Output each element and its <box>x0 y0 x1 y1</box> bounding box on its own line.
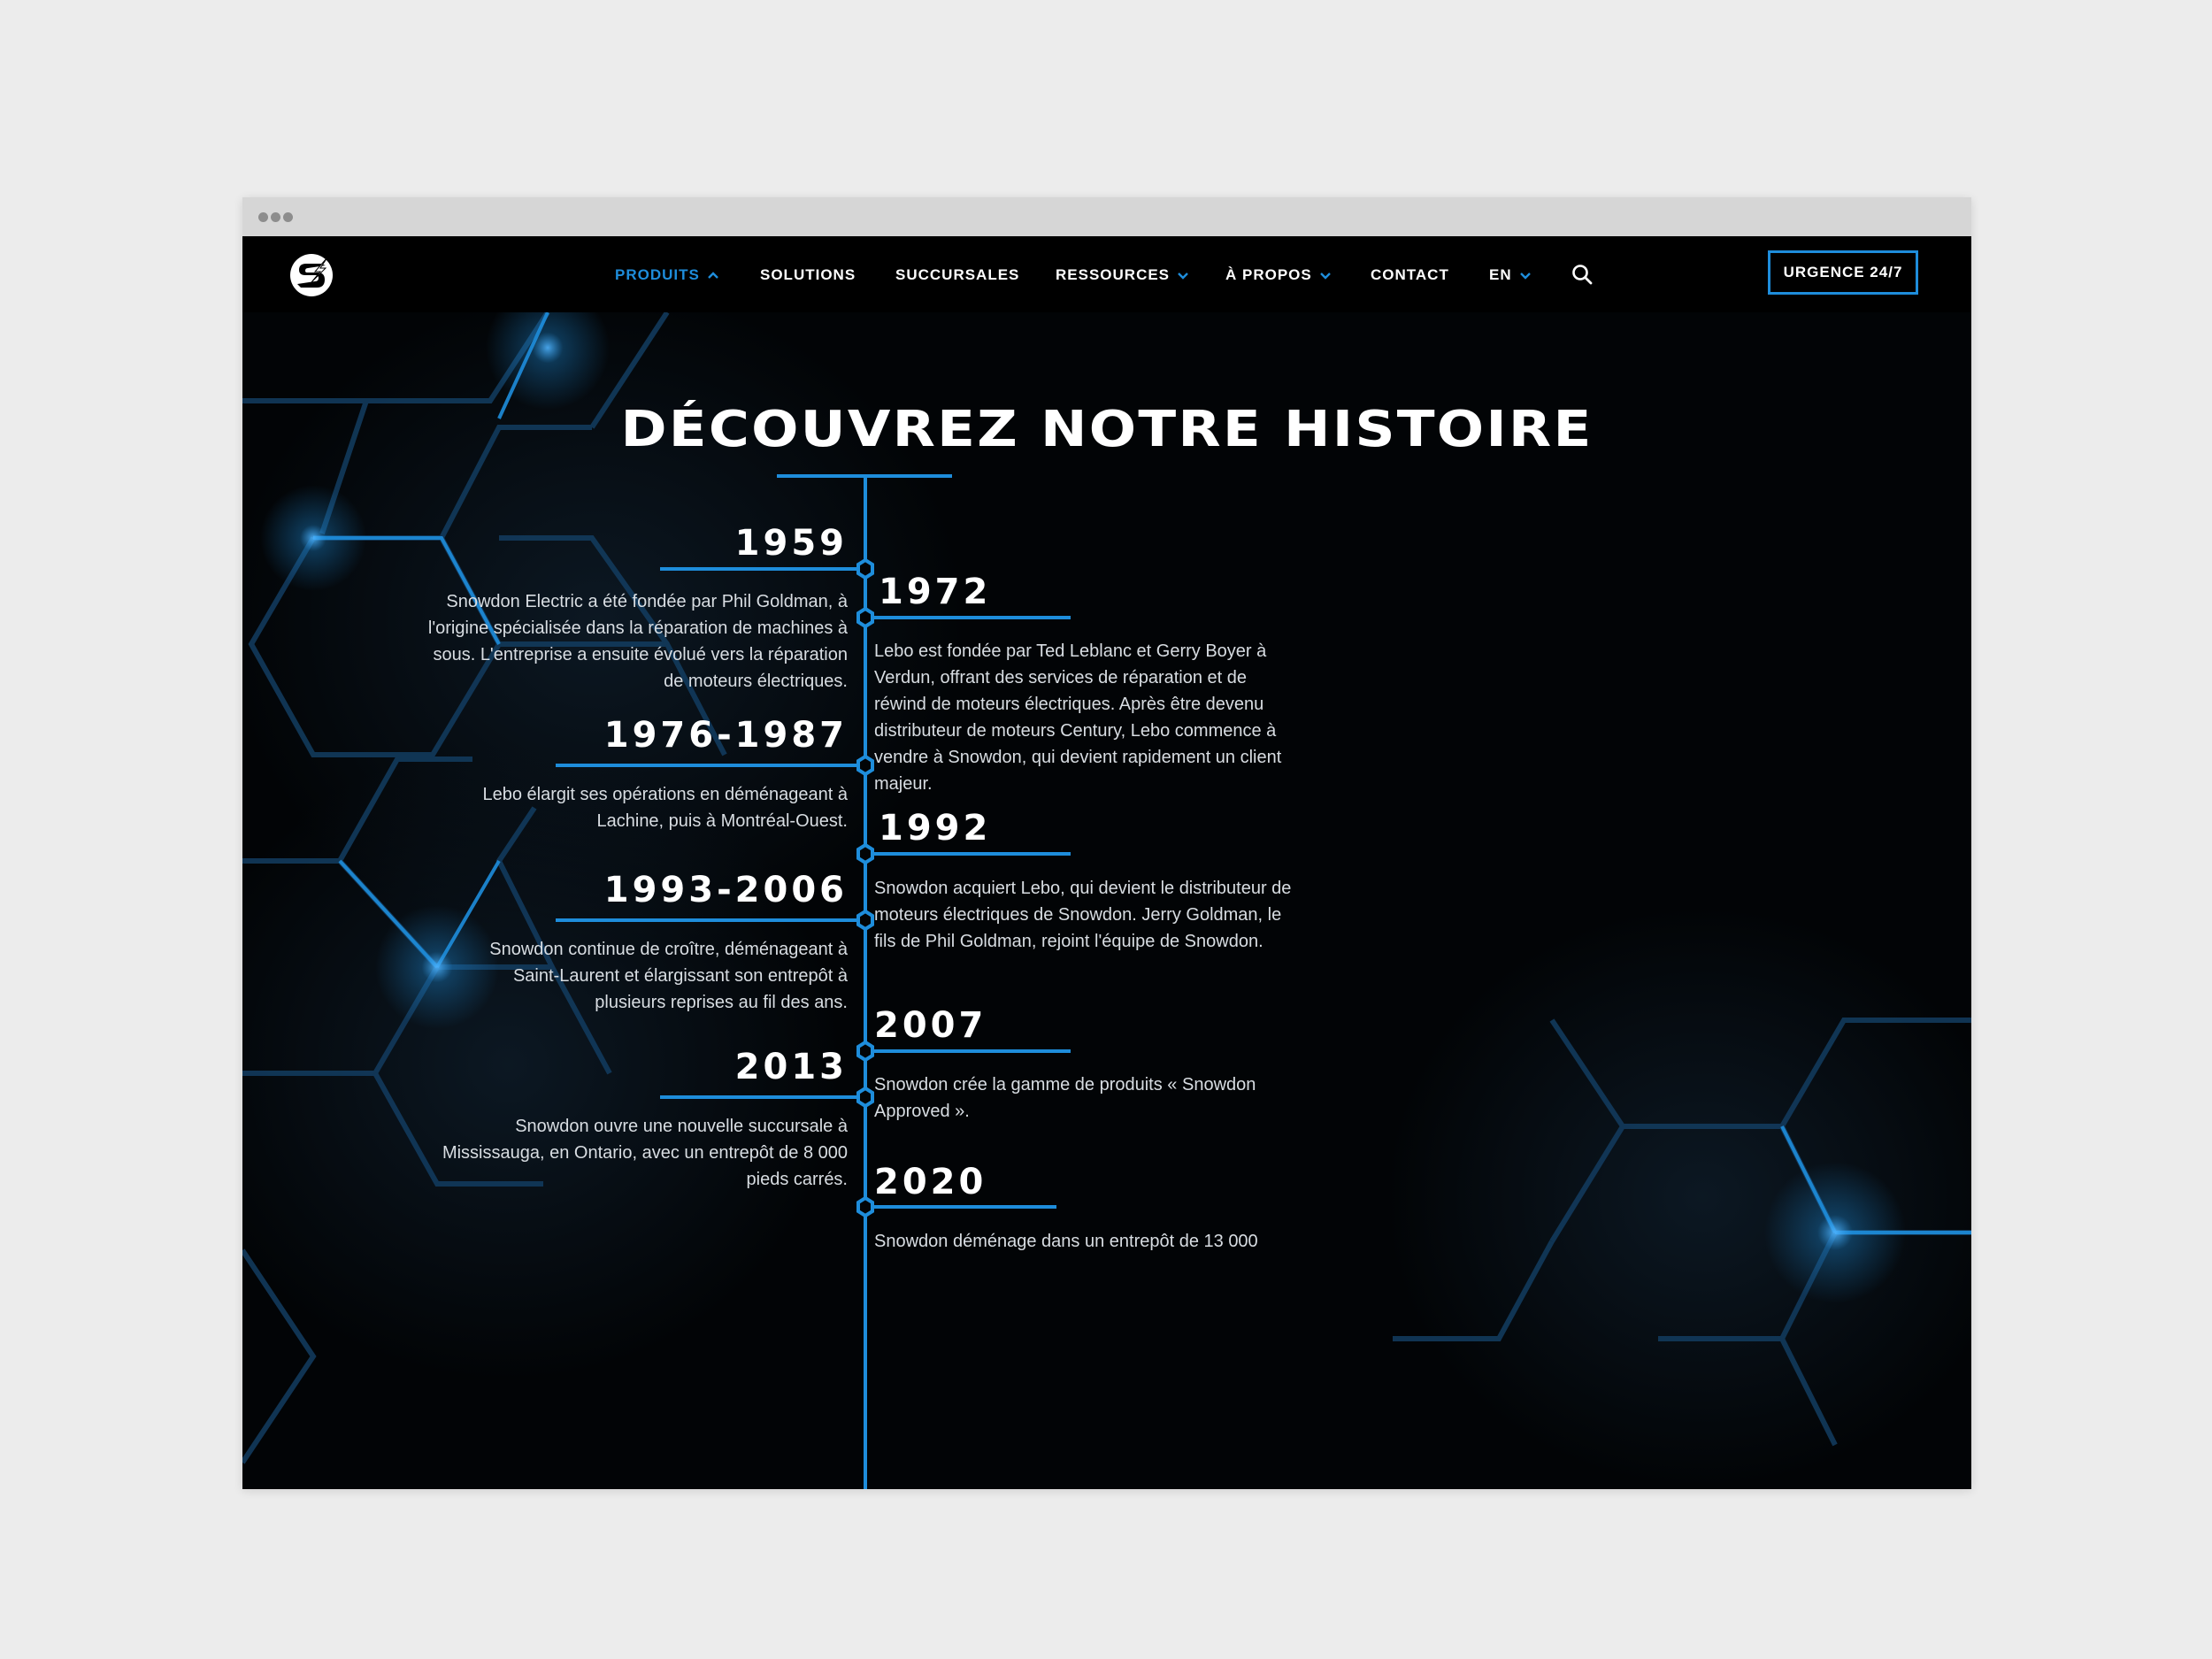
nav-item-label: SUCCURSALES <box>895 266 1020 283</box>
chevron-down-icon <box>1319 272 1332 280</box>
timeline-description: Snowdon acquiert Lebo, qui devient le distributeur de moteurs électriques de Snowdon. Jerry Goldman, le fils de Phil Goldman, rejoint l'équipe de Snowdon. <box>874 879 1292 951</box>
urgence-button[interactable]: URGENCE 24/7 <box>1768 250 1918 295</box>
timeline-node <box>858 911 872 929</box>
nav-item-label: EN <box>1489 266 1512 283</box>
timeline-node <box>858 1088 872 1106</box>
chevron-down-icon <box>1519 272 1532 280</box>
top-navbar <box>242 236 1971 312</box>
timeline-year: 1993-2006 <box>603 870 848 910</box>
nav-item-ressources[interactable] <box>1056 265 1189 285</box>
window-dot[interactable] <box>283 212 293 222</box>
nav-item-succursales[interactable] <box>895 265 1019 285</box>
page <box>242 236 1971 1489</box>
nav-item-label: À PROPOS <box>1225 266 1312 283</box>
snowdon-logo[interactable] <box>288 252 334 298</box>
timeline-year: 1976-1987 <box>603 715 848 756</box>
timeline-description: Snowdon ouvre une nouvelle succursale à Mississauga, en Ontario, avec un entrepôt de 8 000 pieds carrés. <box>442 1117 848 1189</box>
nav-item-label: PRODUITS <box>615 266 700 283</box>
nav-item-language[interactable] <box>1489 265 1532 285</box>
browser-chrome <box>242 197 1971 236</box>
timeline-year: 1959 <box>734 523 848 564</box>
nav-item-a-propos[interactable] <box>1225 265 1332 285</box>
chevron-up-icon <box>707 272 719 280</box>
nav-item-solutions[interactable] <box>760 265 856 285</box>
timeline-description: Snowdon crée la gamme de produits « Snowdon Approved ». <box>874 1075 1256 1121</box>
nav-item-label: SOLUTIONS <box>760 266 856 283</box>
timeline-year: 1992 <box>879 808 992 849</box>
nav-item-label: RESSOURCES <box>1056 266 1171 283</box>
nav-item-label: CONTACT <box>1371 266 1449 283</box>
timeline-year: 2013 <box>734 1047 848 1087</box>
window-dot[interactable] <box>271 212 280 222</box>
timeline-node <box>858 1198 872 1216</box>
timeline-node <box>858 560 872 578</box>
chevron-down-icon <box>1177 272 1189 280</box>
nav-item-contact[interactable] <box>1371 265 1449 285</box>
timeline-description: Snowdon continue de croître, déménageant à Saint-Laurent et élargissant son entrepôt à plusieurs reprises au fil des ans. <box>489 940 848 1012</box>
page-title: DÉCOUVREZ NOTRE HISTOIRE <box>620 401 1594 458</box>
timeline-node <box>858 757 872 774</box>
timeline-year: 2020 <box>874 1162 987 1202</box>
timeline-description: Snowdon Electric a été fondée par Phil Goldman, à l'origine spécialisée dans la réparation de machines à sous. L'entreprise a ensuite évolué vers la réparation de moteurs électriques. <box>427 592 848 691</box>
timeline-description: Lebo est fondée par Ted Leblanc et Gerry Boyer à Verdun, offrant des services de réparation et de réwind de moteurs électriques. Après être devenu distributeur de moteurs Century, Lebo commence à vendre à Snowdon, qui devient rapidement un client majeur. <box>874 641 1282 794</box>
browser-window <box>242 197 1971 1489</box>
search-icon[interactable] <box>1571 263 1594 286</box>
timeline-description: Lebo élargit ses opérations en déménageant à Lachine, puis à Montréal-Ouest. <box>482 785 848 831</box>
timeline-description: Snowdon déménage dans un entrepôt de 13 000 <box>874 1232 1258 1251</box>
timeline-year: 2007 <box>874 1005 987 1046</box>
timeline-node <box>858 609 872 626</box>
nav-item-produits[interactable] <box>615 265 719 285</box>
window-dot[interactable] <box>258 212 268 222</box>
timeline-node <box>858 1042 872 1060</box>
timeline-year: 1972 <box>879 572 992 612</box>
history-section <box>242 312 1971 1489</box>
timeline-node <box>858 845 872 863</box>
